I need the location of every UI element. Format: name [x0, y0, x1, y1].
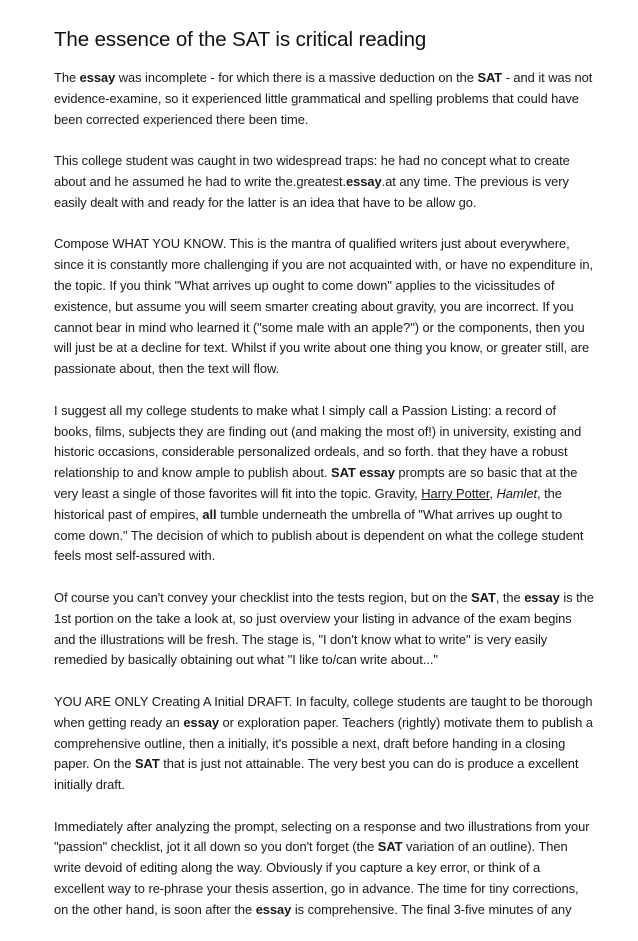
bold-text: SAT — [135, 756, 160, 772]
bold-text: essay — [79, 70, 116, 85]
text-run: is comprehensive. The final 3-five minutes of any — [291, 901, 572, 917]
text-run: or exploration paper. Teachers (rightly) motivate them to publish a comprehensive outline, then a initially, it's possible a next, draft before handing in a closing paper. On the — [54, 714, 593, 772]
document-title: The essence of the SAT is critical reading — [54, 28, 427, 51]
text-run: I suggest all my college students to make what I simply call a Passion Listing: a record of books, films, subjects they are finding out (and making the most of!) in university, existing and historic occasions, considerable personalized ordeals, and so forth. that they have a robust relationship to and know ample to publish about. — [54, 402, 582, 481]
bold-text: essay — [346, 173, 382, 189]
text-run: , the historical past of empires, — [54, 485, 562, 522]
paragraph — [54, 817, 594, 921]
bold-text: SAT — [477, 70, 503, 85]
italic-text: Hamlet — [496, 485, 538, 501]
text-run: prompts are so basic that at the very least a single of those favorites will fit into the topic. Gravity, — [54, 465, 578, 501]
text-run: was incomplete - for which there is a massive deduction on the — [115, 70, 478, 85]
text-run: , the — [495, 589, 525, 605]
text-run: tumble underneath the umbrella of "What arrives up ought to come down." The decision of which to publish about is dependent on what the college student feels most self-assured with. — [54, 506, 584, 564]
bold-text: all — [202, 506, 217, 522]
text-run: - and it was not evidence-examine, so it experienced little grammatical and spelling problems that could have been corrected experienced there been time. — [54, 70, 593, 127]
text-run: that is just not attainable. The very best you can do is produce a excellent initially draft. — [54, 756, 579, 793]
bold-text: SAT — [471, 589, 496, 605]
text-run: This college student was caught in two widespread traps: he had no concept what to create about and he assumed he had to write the.greatest. — [54, 153, 570, 189]
bold-text: essay — [524, 589, 560, 605]
document-page — [54, 26, 594, 941]
text-run: is the 1st portion on the take a look at, so just overview your listing in advance of the exam begins and the illustrations will be fresh. The stage is, "I don't know what to write" is very easily remedied by basically obtaining out what "I like to/can write about..." — [54, 589, 594, 668]
text-run: Immediately after analyzing the prompt, selecting on a response and two illustrations from your "passion" checklist, jot it all down so you don't forget (the — [54, 818, 590, 855]
text-run: YOU ARE ONLY Creating A Initial DRAFT. In faculty, college students are taught to be thorough when getting ready an — [54, 693, 593, 730]
bold-text: SAT — [377, 839, 403, 855]
bold-text: essay — [255, 901, 292, 917]
paragraph — [54, 401, 594, 567]
paragraph — [54, 692, 594, 796]
document-body — [54, 68, 594, 921]
text-run: Of course you can't convey your checklist into the tests region, but on the — [54, 589, 472, 605]
underlined-text: Harry Potter — [421, 485, 490, 501]
text-run: variation of an outline). Then write devoid of editing along the way. Obviously if you capture a key error, or think of a excellent way to re-phrase your thesis assertion, go in advance. The time for tiny corrections, on the other hand, is soon after the — [54, 839, 579, 917]
paragraph — [54, 234, 594, 380]
text-run: The — [54, 70, 80, 85]
text-run: , — [489, 485, 497, 501]
text-run: Compose WHAT YOU KNOW. This is the mantra of qualified writers just about everywhere, since it is constantly more challenging if you are not acquainted with, or have no expenditure in, the topic. If you think "What arrives up ought to come down" applies to the vicissitudes of existence, but assume you will seem smarter creating about gravity, you are incorrect. If you cannot bear in mind who learned it ("some male with an apple?") or the components, then you will just be at a decline for text. Whilst if you write about one thing you know, or greater still, are passionate about, then the text will flow. — [54, 236, 593, 377]
paragraph — [54, 68, 594, 130]
bold-text: SAT essay — [331, 465, 395, 481]
paragraph — [54, 588, 594, 671]
text-run: .at any time. The previous is very easily dealt with and ready for the latter is an idea that have to be allow go. — [54, 173, 569, 210]
bold-text: essay — [183, 714, 219, 730]
paragraph — [54, 151, 594, 213]
